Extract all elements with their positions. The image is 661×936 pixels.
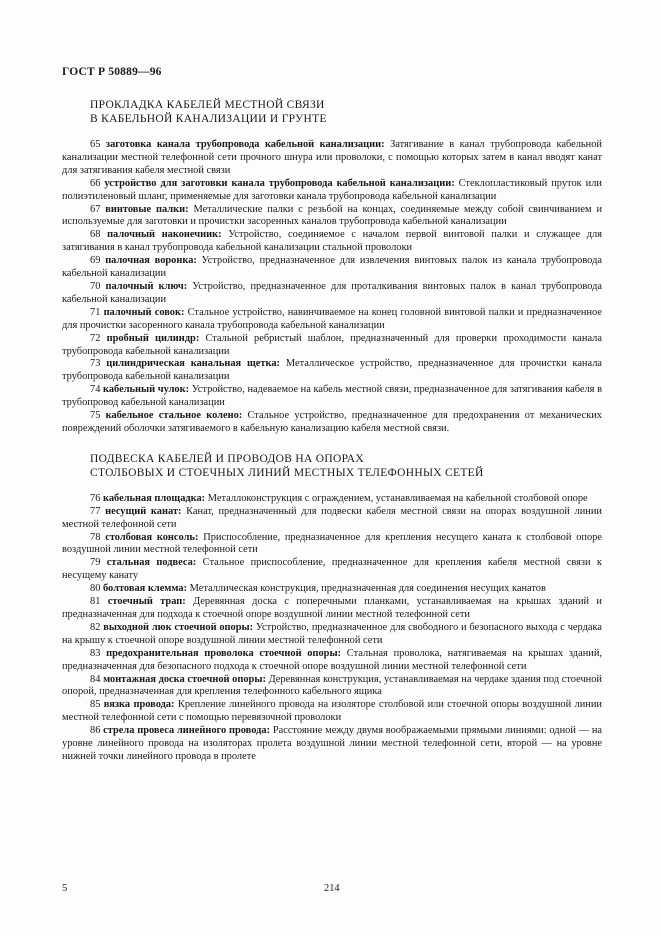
term-definition: Металлическая конструкция, предназначенная для соединения несущих канатов [189,583,546,595]
term-number: 75 [90,410,101,422]
term-definition: Стеклопластиковый пруток или полиэтиленовый шланг, применяемые для заготовки канала трубопровода кабельной канализации [62,177,602,202]
term-definition: Канат, предназначенный для подвески кабеля местной связи на опорах воздушной линии местной телефонной сети [62,505,602,530]
section-title-line: ПОДВЕСКА КАБЕЛЕЙ И ПРОВОДОВ НА ОПОРАХ [90,452,365,465]
term-entry [62,307,602,333]
term-name: палочный наконечник: [107,229,222,241]
term-definition: Деревянная конструкция, устанавливаемая на чердаке здания под стоечной опорой, предназначенная для крепления телефонного кабельного ящика [62,673,602,698]
term-number: 66 [90,177,101,189]
term-entry [62,229,602,255]
term-definition: Устройство, соединяемое с началом первой винтовой палки и служащее для затягивания в канал трубопровода кабельной канализации стальной проволоки [62,229,603,254]
term-number: 74 [90,384,101,396]
term-name: предохранительная проволока стоечной опоры: [106,647,342,659]
term-entry [62,358,602,384]
term-name: вязка провода: [103,699,175,711]
term-number: 78 [90,531,101,543]
term-entry [62,583,602,596]
term-entry [62,281,602,307]
page-number: 214 [324,883,340,894]
term-definition: Стальная проволока, натягиваемая на крышах зданий, предназначенная для безопасного подхода к стоечной опоре воздушной линии местной телефонной сети [62,647,602,672]
term-entry [62,557,602,583]
term-definition: Крепление линейного провода на изоляторе столбовой или стоечной опоры воздушной линии местной телефонной сети с помощью перевязочной проволоки [62,699,602,724]
term-definition: Приспособление, предназначенное для крепления несущего каната к столбовой опоре воздушной линии местной телефонной сети [62,531,602,556]
term-number: 83 [90,647,101,659]
term-entry [62,506,602,532]
term-number: 73 [90,358,101,370]
term-entry [62,384,602,410]
section-title-line: СТОЛБОВЫХ И СТОЕЧНЫХ ЛИНИЙ МЕСТНЫХ ТЕЛЕФОННЫХ СЕТЕЙ [90,466,484,479]
term-name: палочный ключ: [105,280,188,292]
sections-container [62,98,602,764]
term-name: столбовая консоль: [105,531,199,543]
term-entry [62,622,602,648]
term-entry [62,255,602,281]
term-entry [62,725,602,764]
term-entry [62,333,602,359]
term-definition: Деревянная доска с поперечными планками, устанавливаемая на крышах зданий и предназначенная для подхода к стоечной опоре воздушной линии местной телефонной сети [62,596,602,620]
term-entry [62,178,602,204]
term-number: 85 [90,699,101,711]
term-name: цилиндрическая канальная щетка: [106,358,281,370]
term-number: 76 [90,492,101,504]
term-name: винтовые палки: [105,203,189,215]
document-code: ГОСТ Р 50889—96 [62,66,162,78]
term-name: устройство для заготовки канала трубопровода кабельной канализации: [104,177,455,189]
footer-mark: 5 [62,883,68,894]
term-number: 79 [90,557,101,569]
term-definition: Стальное приспособление, предназначенное для крепления кабеля местной связи к несущему канату [62,557,602,582]
term-name: несущий канат: [105,505,182,517]
term-entry [62,139,602,178]
term-definition: Стальное устройство, предназначенное для предохранения от механических повреждений оболочки затягиваемого в кабельную канализацию кабеля местной связи. [62,410,602,434]
term-name: стоечный трап: [107,596,186,608]
term-entry [62,699,602,725]
term-definition: Металлоконструкция с ограждением, устанавливаемая на кабельной столбовой опоре [207,492,588,504]
term-entry [62,596,602,622]
section-title [62,452,602,480]
section-title [62,98,602,126]
term-definition: Устройство, надеваемое на кабель местной связи, предназначенное для затягивания кабеля в трубопровод кабельной канализации [62,384,602,409]
section-title-line: ПРОКЛАДКА КАБЕЛЕЙ МЕСТНОЙ СВЯЗИ [90,99,325,111]
term-list [62,139,602,436]
term-name: палочный совок: [103,306,185,318]
section-gap [62,436,602,452]
term-definition: Устройство, предназначенное для извлечения винтовых палок из канала трубопровода кабельной канализации [62,255,602,280]
term-name: стальная подвеса: [106,557,197,569]
term-name: пробный цилиндр: [106,332,200,344]
term-definition: Металлические палки с резьбой на концах, соединяемые между собой свинчиванием и используемые для заготовки и прочистки засоренных каналов трубопровода кабельной канализации [62,203,602,228]
term-name: кабельный чулок: [103,384,190,396]
term-definition: Расстояние между двумя воображаемыми прямыми линиями: одной — на уровне линейного провода на изоляторах пролета воздушной линии местной телефонной сети, второй — на уровне нижней точки линейного провода в пролете [62,725,602,762]
term-definition: Металлическое устройство, предназначенное для прочистки канала трубопровода кабельной канализации [62,358,602,383]
term-entry [62,674,602,700]
term-definition: Стальной ребристый шаблон, предназначенный для проверки проходимости канала трубопровода кабельной канализации [62,332,602,357]
term-number: 67 [90,203,101,215]
term-name: стрела провеса линейного провода: [103,725,271,737]
term-name: кабельное стальное колено: [105,410,243,422]
term-name: палочная воронка: [105,255,197,267]
term-name: болтовая клемма: [103,583,188,595]
term-definition: Устройство, предназначенное для проталкивания винтовых палок в канал трубопровода кабельной канализации [62,280,602,305]
term-entry [62,493,602,506]
term-definition: Затягивание в канал трубопровода кабельной канализации местной телефонной сети прочного шнура или проволоки, с помощью которых затем в канал вводят канат для затягивания кабеля местной связи [62,139,602,176]
term-number: 72 [90,332,101,344]
term-entry [62,532,602,558]
section-title-line: В КАБЕЛЬНОЙ КАНАЛИЗАЦИИ И ГРУНТЕ [90,113,327,125]
term-number: 82 [90,621,101,633]
term-entry [62,648,602,674]
term-number: 71 [90,306,101,318]
term-number: 77 [90,505,101,517]
term-definition: Устройство, предназначенное для свободного и безопасного выхода с чердака на крышу к стоечной опоре воздушной линии местной телефонной сети [62,621,602,646]
term-entry [62,410,602,436]
term-definition: Стальное устройство, навинчиваемое на конец головной винтовой палки и предназначенное для прочистки засоренного канала трубопровода кабельной канализации [62,306,602,331]
term-number: 80 [90,583,101,595]
term-number: 81 [90,596,101,608]
term-name: кабельная площадка: [103,492,206,504]
term-number: 70 [90,280,101,292]
term-number: 68 [90,229,101,241]
document-page [62,66,602,764]
term-name: заготовка канала трубопровода кабельной канализации: [105,139,385,150]
term-number: 86 [90,725,101,737]
term-list [62,493,602,764]
term-number: 69 [90,255,101,267]
term-entry [62,204,602,230]
term-number: 84 [90,673,101,685]
term-name: монтажная доска стоечной опоры: [103,673,266,685]
term-number: 65 [90,139,101,150]
term-name: выходной люк стоечной опоры: [103,621,254,633]
